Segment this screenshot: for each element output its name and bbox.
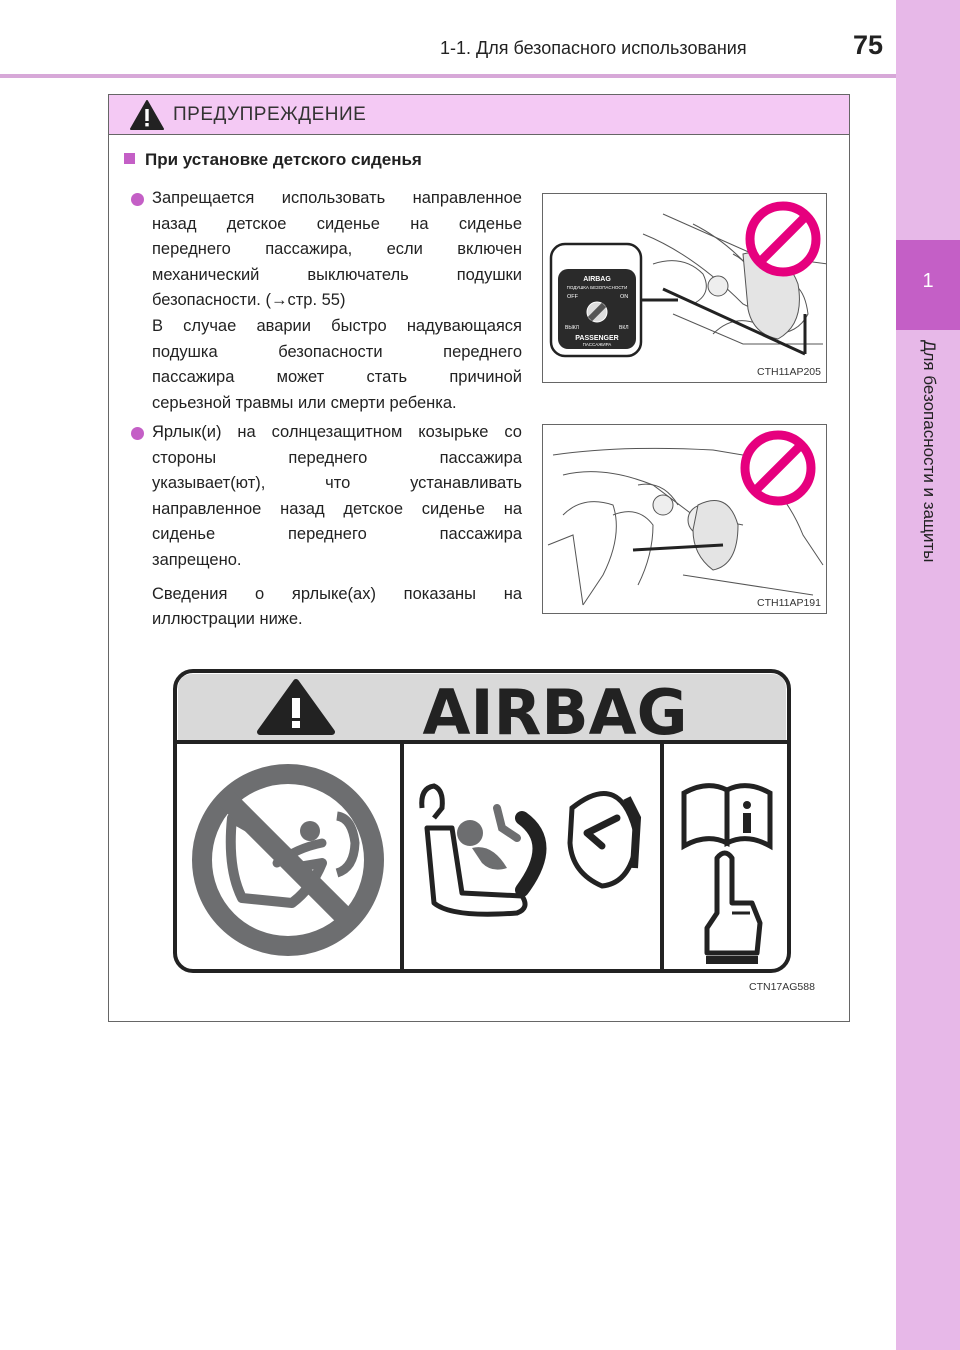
prohibition-sign-icon <box>750 206 816 272</box>
round-bullet-icon <box>131 427 144 440</box>
svg-text:PASSENGER: PASSENGER <box>575 335 619 342</box>
dashboard-airbag-illustration <box>543 194 827 383</box>
rear-facing-seat-illustration <box>542 424 827 614</box>
section-title: При установке детского сиденья <box>124 150 422 170</box>
page-number: 75 <box>853 30 884 60</box>
svg-text:ВЫКЛ: ВЫКЛ <box>565 325 579 331</box>
airbag-label-title: AIRBAG <box>422 676 688 749</box>
image1-code: CTH11AP205 <box>756 366 821 378</box>
manual-info-icon <box>684 786 770 846</box>
item2-text: Ярлык(и) на солнцезащитном козырьке со стороны переднего пассажира указывает(ют), что устанавливать направленное назад детское сиденье на сиденье переднего пассажира запрещено. Сведения о ярлыке(ах) показаны на иллюстрации ниже. <box>152 423 522 629</box>
warning-header <box>109 95 849 135</box>
svg-text:OFF: OFF <box>567 294 578 300</box>
item1-text: Запрещается использовать направленное назад детское сиденье на сиденье переднего пассажира, если включен механический выключатель подушки безопасности. (→стр. 55) В случае аварии быстро надувающаяся подушка безопасности переднего пассажира может стать причиной серьезной травмы или смерти ребенка. <box>152 189 522 412</box>
chapter-sidebar <box>896 0 960 1350</box>
chapter-title: Для безопасности и защиты <box>920 340 939 563</box>
prohibition-sign-icon <box>745 435 811 501</box>
chapter-number: 1 <box>922 270 934 292</box>
airbag-label-illustration <box>172 668 792 974</box>
image3-code: CTN17AG588 <box>749 981 815 993</box>
square-bullet-icon <box>124 153 135 164</box>
svg-text:ВКЛ: ВКЛ <box>619 325 629 331</box>
svg-text:ПАССАЖИРА: ПАССАЖИРА <box>582 342 612 347</box>
svg-text:ПОДУШКА БЕЗОПАСНОСТИ: ПОДУШКА БЕЗОПАСНОСТИ <box>566 285 628 290</box>
header-rule <box>0 74 896 78</box>
chapter-tab[interactable] <box>896 240 960 330</box>
round-bullet-icon <box>131 193 144 206</box>
warning-heading: ПРЕДУПРЕЖДЕНИЕ <box>173 104 367 125</box>
image2-code: CTH11AP191 <box>756 597 821 609</box>
airbag-switch-illustration <box>542 193 827 383</box>
svg-text:AIRBAG: AIRBAG <box>583 276 611 283</box>
running-header: 1-1. Для безопасного использования <box>440 38 747 58</box>
warning-triangle-icon <box>129 99 165 131</box>
svg-text:ON: ON <box>620 294 629 300</box>
